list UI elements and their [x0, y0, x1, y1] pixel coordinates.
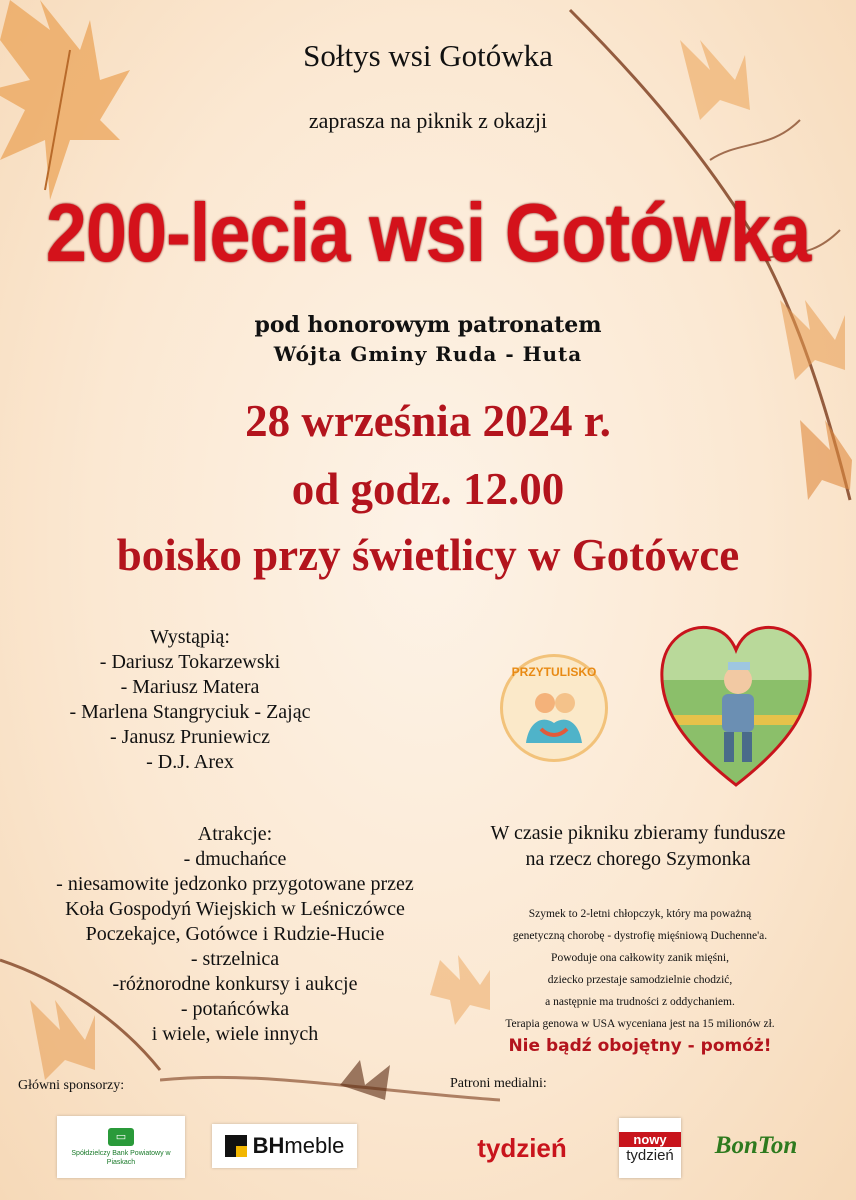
invite-text: zaprasza na piknik z okazji	[308, 108, 548, 133]
performer-item: - Dariusz Tokarzewski	[99, 651, 281, 673]
bh-logo-icon	[225, 1135, 247, 1157]
charity-logo-text: PRZYTULISKO	[511, 665, 597, 679]
attraction-item: i wiele, wiele innych	[151, 1023, 319, 1045]
tydzien-logo-text: tydzień	[477, 1133, 567, 1163]
fundraiser-text-line: dziecko przestaje samodzielnie chodzić,	[547, 974, 733, 986]
bh-logo-prefix: BH	[252, 1133, 285, 1158]
attraction-item: Poczekajce, Gotówce i Rudzie-Hucie	[85, 923, 385, 945]
child-photo-heart	[658, 620, 814, 790]
media-patrons-label: Patroni medialni:	[450, 1076, 547, 1091]
hugging-figures-icon	[521, 685, 587, 745]
bh-logo-suffix: meble	[284, 1133, 345, 1158]
nowy-tydzien-logo	[619, 1118, 681, 1178]
event-date: 28 września 2024 r.	[245, 396, 611, 446]
bonton-logo-text: BonTon	[714, 1132, 798, 1159]
fundraiser-title	[420, 820, 856, 872]
attraction-item: - strzelnica	[190, 948, 280, 970]
fundraiser-text-line: a następnie ma trudności z oddychaniem.	[545, 996, 735, 1008]
fundraiser-text-line: Terapia genowa w USA wyceniana jest na 15 milionów zł.	[505, 1018, 775, 1030]
fundraiser-text-line: genetyczną chorobę - dystrofię mięśniową Duchenne'a.	[512, 930, 768, 942]
bank-logo-text: Spółdzielczy Bank Powiatowy w Piaskach	[71, 1149, 171, 1166]
performers-title: Wystąpią:	[150, 626, 230, 648]
attraction-item: - dmuchańce	[183, 848, 287, 870]
tydzien-logo	[472, 1130, 572, 1166]
nowy-logo-text: nowy	[619, 1132, 681, 1147]
attractions-title: Atrakcje:	[197, 823, 273, 845]
fundraiser-text-line: Powoduje ona całkowity zanik mięśni,	[551, 952, 729, 964]
bonton-logo	[706, 1126, 806, 1166]
performer-item: - Mariusz Matera	[120, 676, 260, 698]
fundraiser-title-line: na rzecz chorego Szymonka	[525, 848, 751, 870]
patronage-line-1: pod honorowym patronatem	[254, 312, 602, 338]
nowy-tydzien-logo-text: tydzień	[626, 1147, 674, 1164]
event-headline: 200-lecia wsi Gotówka	[45, 186, 811, 279]
event-place: boisko przy świetlicy w Gotówce	[116, 530, 740, 580]
attraction-item: Koła Gospodyń Wiejskich w Leśniczówce	[65, 898, 405, 920]
attraction-item: -różnorodne konkursy i aukcje	[112, 973, 358, 995]
event-time: od godz. 12.00	[291, 464, 565, 514]
attraction-item: - niesamowite jedzonko przygotowane przez	[56, 873, 414, 895]
attractions-list	[0, 822, 470, 1047]
organizer-title: Sołtys wsi Gotówka	[303, 38, 553, 73]
fundraiser-description	[440, 903, 840, 1035]
performer-item: - Marlena Stangryciuk - Zając	[69, 701, 311, 723]
bank-icon: ▭	[108, 1128, 134, 1146]
bh-meble-logo	[212, 1124, 357, 1168]
patronage-line-2: Wójta Gminy Ruda - Huta	[273, 342, 583, 366]
fundraiser-text-line: Szymek to 2-letni chłopczyk, który ma poważną	[528, 908, 752, 920]
fundraiser-appeal: Nie bądź obojętny - pomóż!	[508, 1036, 772, 1056]
fundraiser-title-line: W czasie pikniku zbieramy fundusze	[490, 822, 786, 844]
charity-logo	[500, 654, 608, 762]
performer-item: - Janusz Pruniewicz	[110, 726, 270, 748]
bank-logo	[57, 1116, 185, 1178]
sponsors-label: Główni sponsorzy:	[18, 1078, 125, 1093]
performer-item: - D.J. Arex	[146, 751, 234, 773]
attraction-item: - potańcówka	[180, 998, 290, 1020]
performers-list	[10, 625, 370, 775]
